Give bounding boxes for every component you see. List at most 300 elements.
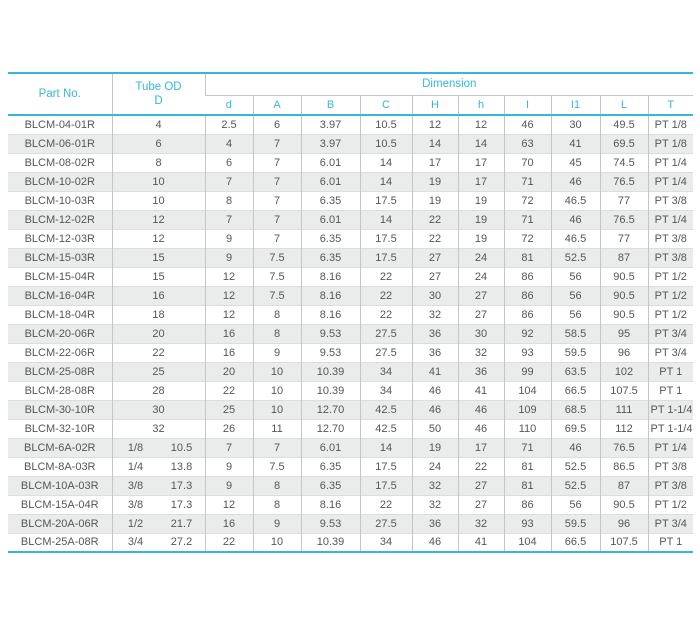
part-no-cell: BLCM-10-03R bbox=[8, 191, 112, 210]
dimension-cell: 27.5 bbox=[360, 324, 412, 343]
dimension-cell: 22 bbox=[205, 381, 253, 400]
tube-od-cell: 25 bbox=[112, 362, 205, 381]
dimension-cell: 36 bbox=[412, 324, 458, 343]
tube-od-value: 17.3 bbox=[170, 479, 193, 492]
dimension-cell: 86 bbox=[504, 495, 551, 514]
dimension-cell: 87 bbox=[600, 476, 648, 495]
dimension-cell: 17.5 bbox=[360, 457, 412, 476]
dimension-cell: 76.5 bbox=[600, 172, 648, 191]
dimension-cell: 32 bbox=[458, 343, 504, 362]
dimension-cell: 6.01 bbox=[301, 210, 360, 229]
dimension-cell: 7 bbox=[253, 191, 301, 210]
dimension-cell: 46 bbox=[551, 172, 600, 191]
dimension-cell: 22 bbox=[205, 533, 253, 552]
dimension-cell: 12 bbox=[205, 286, 253, 305]
dimension-cell: 10.5 bbox=[360, 115, 412, 134]
tube-od-cell: 22 bbox=[112, 343, 205, 362]
dimension-cell: 17 bbox=[458, 438, 504, 457]
dimension-cell: 96 bbox=[600, 514, 648, 533]
dimension-cell: 14 bbox=[360, 210, 412, 229]
dimension-cell: 20 bbox=[205, 362, 253, 381]
tube-od-cell: 8 bbox=[112, 153, 205, 172]
part-no-cell: BLCM-25-08R bbox=[8, 362, 112, 381]
dimension-cell: 10 bbox=[253, 533, 301, 552]
col-header-I1: I1 bbox=[551, 95, 600, 115]
dimension-cell: 27 bbox=[458, 286, 504, 305]
dimension-cell: PT 1/8 bbox=[648, 134, 693, 153]
dimension-cell: 14 bbox=[458, 134, 504, 153]
dimension-cell: 90.5 bbox=[600, 286, 648, 305]
dimension-cell: 69.5 bbox=[551, 419, 600, 438]
dimension-cell: 12 bbox=[205, 495, 253, 514]
table-row bbox=[8, 400, 693, 419]
dimension-cell: 8 bbox=[205, 191, 253, 210]
dimension-cell: 46.5 bbox=[551, 191, 600, 210]
dimension-cell: 6 bbox=[253, 115, 301, 134]
tube-od-cell: 10 bbox=[112, 172, 205, 191]
table-row bbox=[8, 267, 693, 286]
dimension-cell: 58.5 bbox=[551, 324, 600, 343]
dimension-cell: 17.5 bbox=[360, 476, 412, 495]
dimension-cell: 56 bbox=[551, 267, 600, 286]
dimension-cell: 107.5 bbox=[600, 381, 648, 400]
part-no-cell: BLCM-12-02R bbox=[8, 210, 112, 229]
dimension-cell: 9.53 bbox=[301, 514, 360, 533]
dimension-cell: 68.5 bbox=[551, 400, 600, 419]
tube-od-cell bbox=[112, 476, 205, 495]
dimension-cell: PT 3/8 bbox=[648, 457, 693, 476]
table-row bbox=[8, 533, 693, 552]
col-header-T: T bbox=[648, 95, 693, 115]
dimension-cell: 8 bbox=[253, 305, 301, 324]
dimension-cell: 34 bbox=[360, 381, 412, 400]
dimension-cell: PT 1/2 bbox=[648, 286, 693, 305]
dimension-cell: 36 bbox=[412, 343, 458, 362]
dimension-cell: 32 bbox=[412, 476, 458, 495]
dimension-cell: 12 bbox=[412, 115, 458, 134]
dimension-cell: 8.16 bbox=[301, 495, 360, 514]
dimension-cell: 12 bbox=[205, 267, 253, 286]
dimension-cell: 7 bbox=[205, 438, 253, 457]
part-no-cell: BLCM-25A-08R bbox=[8, 533, 112, 552]
dimension-cell: 95 bbox=[600, 324, 648, 343]
dimension-cell: 34 bbox=[360, 362, 412, 381]
col-header-A: A bbox=[253, 95, 301, 115]
dimension-cell: 12 bbox=[205, 305, 253, 324]
dimension-cell: 6 bbox=[205, 153, 253, 172]
dimension-cell: 22 bbox=[360, 495, 412, 514]
table-row bbox=[8, 419, 693, 438]
dimension-cell: PT 1/4 bbox=[648, 172, 693, 191]
dimension-cell: 27 bbox=[458, 495, 504, 514]
dimension-cell: 46 bbox=[412, 381, 458, 400]
dimension-cell: PT 1-1/4 bbox=[648, 419, 693, 438]
table-row bbox=[8, 134, 693, 153]
dimension-cell: 74.5 bbox=[600, 153, 648, 172]
tube-od-cell: 18 bbox=[112, 305, 205, 324]
dimension-cell: 27 bbox=[458, 476, 504, 495]
dimension-cell: 6.35 bbox=[301, 248, 360, 267]
dimension-cell: PT 1/4 bbox=[648, 438, 693, 457]
dimension-cell: 66.5 bbox=[551, 533, 600, 552]
dimension-cell: 99 bbox=[504, 362, 551, 381]
dimension-cell: 17 bbox=[412, 153, 458, 172]
col-header-H: H bbox=[412, 95, 458, 115]
table-row bbox=[8, 153, 693, 172]
dimension-cell: 27.5 bbox=[360, 343, 412, 362]
dimension-cell: 56 bbox=[551, 286, 600, 305]
dimension-cell: 12.70 bbox=[301, 400, 360, 419]
table-row bbox=[8, 286, 693, 305]
dimension-cell: 90.5 bbox=[600, 267, 648, 286]
dimension-cell: 10.39 bbox=[301, 381, 360, 400]
dimension-cell: 27 bbox=[412, 248, 458, 267]
col-header-I: I bbox=[504, 95, 551, 115]
dimension-cell: PT 1-1/4 bbox=[648, 400, 693, 419]
dimension-cell: 72 bbox=[504, 229, 551, 248]
dimension-cell: 49.5 bbox=[600, 115, 648, 134]
col-header-C: C bbox=[360, 95, 412, 115]
dimension-cell: 90.5 bbox=[600, 305, 648, 324]
dimension-cell: 46 bbox=[458, 419, 504, 438]
dimension-cell: 9.53 bbox=[301, 324, 360, 343]
dimension-cell: 7 bbox=[253, 172, 301, 191]
dimension-cell: 8 bbox=[253, 476, 301, 495]
dimension-cell: PT 3/8 bbox=[648, 229, 693, 248]
dimension-cell: 7.5 bbox=[253, 286, 301, 305]
dimension-cell: 30 bbox=[458, 324, 504, 343]
dimension-cell: 16 bbox=[205, 514, 253, 533]
dimension-cell: 30 bbox=[551, 115, 600, 134]
dimension-cell: 4 bbox=[205, 134, 253, 153]
tube-od-value: 21.7 bbox=[170, 517, 193, 530]
tube-od-cell: 15 bbox=[112, 248, 205, 267]
dimension-cell: 71 bbox=[504, 438, 551, 457]
dimension-cell: 41 bbox=[551, 134, 600, 153]
table-row bbox=[8, 191, 693, 210]
dimension-cell: 9 bbox=[205, 457, 253, 476]
table-row bbox=[8, 115, 693, 134]
tube-od-cell: 16 bbox=[112, 286, 205, 305]
dimension-cell: 7 bbox=[253, 210, 301, 229]
dimension-cell: 93 bbox=[504, 343, 551, 362]
dimension-cell: 11 bbox=[253, 419, 301, 438]
dimension-cell: 10.39 bbox=[301, 533, 360, 552]
dimension-cell: 14 bbox=[360, 172, 412, 191]
dimension-spec-table bbox=[8, 72, 693, 553]
tube-od-cell: 15 bbox=[112, 267, 205, 286]
dimension-cell: 36 bbox=[412, 514, 458, 533]
dimension-cell: 107.5 bbox=[600, 533, 648, 552]
dimension-cell: 2.5 bbox=[205, 115, 253, 134]
tube-od-cell: 30 bbox=[112, 400, 205, 419]
dimension-cell: 14 bbox=[360, 438, 412, 457]
part-no-cell: BLCM-10A-03R bbox=[8, 476, 112, 495]
dimension-cell: 81 bbox=[504, 476, 551, 495]
dimension-cell: 110 bbox=[504, 419, 551, 438]
dimension-cell: 12 bbox=[458, 115, 504, 134]
dimension-cell: 71 bbox=[504, 210, 551, 229]
table-row bbox=[8, 229, 693, 248]
dimension-cell: 7 bbox=[253, 153, 301, 172]
tube-od-cell: 32 bbox=[112, 419, 205, 438]
dimension-cell: 22 bbox=[360, 286, 412, 305]
tube-od-value: 13.8 bbox=[170, 460, 193, 473]
col-header-tube-od bbox=[112, 73, 205, 115]
part-no-cell: BLCM-18-04R bbox=[8, 305, 112, 324]
col-header-h: h bbox=[458, 95, 504, 115]
part-no-cell: BLCM-10-02R bbox=[8, 172, 112, 191]
table-row bbox=[8, 172, 693, 191]
dimension-cell: 77 bbox=[600, 191, 648, 210]
dimension-cell: 12.70 bbox=[301, 419, 360, 438]
dimension-cell: 22 bbox=[412, 210, 458, 229]
tube-od-cell: 12 bbox=[112, 229, 205, 248]
dimension-cell: 63 bbox=[504, 134, 551, 153]
tube-od-cell: 28 bbox=[112, 381, 205, 400]
table-row bbox=[8, 362, 693, 381]
dimension-cell: 9.53 bbox=[301, 343, 360, 362]
table-row bbox=[8, 248, 693, 267]
dimension-cell: 19 bbox=[412, 438, 458, 457]
dimension-cell: 26 bbox=[205, 419, 253, 438]
dimension-cell: PT 3/4 bbox=[648, 324, 693, 343]
dimension-cell: 9 bbox=[253, 343, 301, 362]
dimension-cell: 3.97 bbox=[301, 115, 360, 134]
dimension-cell: 9 bbox=[205, 229, 253, 248]
dimension-cell: 17.5 bbox=[360, 248, 412, 267]
part-no-cell: BLCM-04-01R bbox=[24, 118, 95, 131]
dimension-cell: 46 bbox=[551, 438, 600, 457]
part-no-cell: BLCM-32-10R bbox=[8, 419, 112, 438]
dimension-cell: PT 1/8 bbox=[648, 115, 693, 134]
dimension-cell: 22 bbox=[412, 229, 458, 248]
spec-table-container bbox=[8, 72, 693, 553]
dimension-cell: 19 bbox=[458, 210, 504, 229]
dimension-cell: 96 bbox=[600, 343, 648, 362]
dimension-cell: PT 1 bbox=[648, 533, 693, 552]
tube-od-value: 17.3 bbox=[170, 498, 193, 511]
dimension-cell: 42.5 bbox=[360, 419, 412, 438]
dimension-cell: 6.35 bbox=[301, 457, 360, 476]
table-row bbox=[8, 324, 693, 343]
dimension-cell: 6.35 bbox=[301, 476, 360, 495]
dimension-cell: 30 bbox=[412, 286, 458, 305]
dimension-cell: 52.5 bbox=[551, 457, 600, 476]
dimension-cell: 9 bbox=[253, 514, 301, 533]
dimension-cell: 6.01 bbox=[301, 438, 360, 457]
part-no-cell: BLCM-15A-04R bbox=[8, 495, 112, 514]
dimension-cell: 19 bbox=[412, 172, 458, 191]
part-no-cell: BLCM-16-04R bbox=[8, 286, 112, 305]
tube-od-cell bbox=[112, 457, 205, 476]
tube-od-cell bbox=[112, 533, 205, 552]
table-row bbox=[8, 457, 693, 476]
dimension-cell: 7.5 bbox=[253, 267, 301, 286]
dimension-cell: 66.5 bbox=[551, 381, 600, 400]
dimension-cell: 46 bbox=[458, 400, 504, 419]
part-no-cell: BLCM-08-02R bbox=[8, 153, 112, 172]
dimension-cell: 7 bbox=[205, 172, 253, 191]
dimension-cell: 92 bbox=[504, 324, 551, 343]
dimension-cell: 10.39 bbox=[301, 362, 360, 381]
tube-od-value: 1/4 bbox=[127, 460, 144, 473]
dimension-cell: 10.5 bbox=[360, 134, 412, 153]
col-header-L: L bbox=[600, 95, 648, 115]
dimension-cell: 76.5 bbox=[600, 438, 648, 457]
part-no-cell: BLCM-6A-02R bbox=[8, 438, 112, 457]
dimension-cell: PT 3/8 bbox=[648, 476, 693, 495]
dimension-cell: 19 bbox=[458, 191, 504, 210]
dimension-cell: 59.5 bbox=[551, 343, 600, 362]
tube-od-value: 3/8 bbox=[127, 498, 144, 511]
tube-od-cell: 6 bbox=[112, 134, 205, 153]
dimension-cell: 41 bbox=[458, 381, 504, 400]
dimension-cell: 52.5 bbox=[551, 248, 600, 267]
dimension-cell: 22 bbox=[458, 457, 504, 476]
dimension-cell: 8.16 bbox=[301, 267, 360, 286]
dimension-cell: 14 bbox=[412, 134, 458, 153]
part-no-cell: BLCM-28-08R bbox=[8, 381, 112, 400]
dimension-cell: 70 bbox=[504, 153, 551, 172]
dimension-cell: 46 bbox=[551, 210, 600, 229]
dimension-cell: PT 3/4 bbox=[648, 514, 693, 533]
tube-od-cell: 4 bbox=[112, 115, 205, 134]
dimension-cell: 8 bbox=[253, 324, 301, 343]
dimension-cell: 72 bbox=[504, 191, 551, 210]
dimension-cell: PT 1/4 bbox=[648, 210, 693, 229]
dimension-cell: 16 bbox=[205, 343, 253, 362]
table-row bbox=[8, 495, 693, 514]
dimension-cell: 77 bbox=[600, 229, 648, 248]
col-header-part-no: Part No. bbox=[8, 73, 112, 115]
dimension-cell: 7 bbox=[205, 210, 253, 229]
table-row bbox=[8, 381, 693, 400]
dimension-cell: 86.5 bbox=[600, 457, 648, 476]
dimension-cell: 25 bbox=[205, 400, 253, 419]
table-row bbox=[8, 438, 693, 457]
dimension-cell: 27 bbox=[412, 267, 458, 286]
tube-od-value: 27.2 bbox=[170, 536, 193, 549]
table-row bbox=[8, 305, 693, 324]
dimension-cell: 8.16 bbox=[301, 286, 360, 305]
col-header-dimension: Dimension bbox=[205, 73, 693, 95]
dimension-cell: PT 1 bbox=[648, 381, 693, 400]
part-no-cell: BLCM-20A-06R bbox=[8, 514, 112, 533]
dimension-cell: 76.5 bbox=[600, 210, 648, 229]
part-no-cell: BLCM-15-04R bbox=[8, 267, 112, 286]
dimension-cell: 104 bbox=[504, 533, 551, 552]
dimension-cell: PT 3/4 bbox=[648, 343, 693, 362]
dimension-cell: 46 bbox=[412, 533, 458, 552]
dimension-cell: 86 bbox=[504, 305, 551, 324]
dimension-cell: 69.5 bbox=[600, 134, 648, 153]
dimension-cell: 50 bbox=[412, 419, 458, 438]
dimension-cell: 17 bbox=[458, 172, 504, 191]
dimension-cell: PT 1/4 bbox=[648, 153, 693, 172]
dimension-cell: 46 bbox=[504, 115, 551, 134]
dimension-cell: 17.5 bbox=[360, 229, 412, 248]
dimension-cell: 93 bbox=[504, 514, 551, 533]
tube-od-value: 1/2 bbox=[127, 517, 144, 530]
dimension-cell: 111 bbox=[600, 400, 648, 419]
tube-od-value: 3/4 bbox=[127, 536, 144, 549]
dimension-cell: 17 bbox=[458, 153, 504, 172]
part-no-cell: BLCM-12-03R bbox=[8, 229, 112, 248]
dimension-cell: 8.16 bbox=[301, 305, 360, 324]
dimension-cell: 41 bbox=[458, 533, 504, 552]
dimension-cell: 86 bbox=[504, 267, 551, 286]
dimension-cell: 104 bbox=[504, 381, 551, 400]
dimension-cell: 81 bbox=[504, 457, 551, 476]
dimension-cell: 59.5 bbox=[551, 514, 600, 533]
part-no-cell: BLCM-06-01R bbox=[8, 134, 112, 153]
part-no-cell: BLCM-22-06R bbox=[8, 343, 112, 362]
dimension-cell: 112 bbox=[600, 419, 648, 438]
dimension-cell: 86 bbox=[504, 286, 551, 305]
dimension-cell: 17.5 bbox=[360, 191, 412, 210]
table-row bbox=[8, 476, 693, 495]
tube-od-value: 3/8 bbox=[127, 479, 144, 492]
dimension-cell: PT 1 bbox=[648, 362, 693, 381]
dimension-cell: 10 bbox=[253, 362, 301, 381]
dimension-cell: 109 bbox=[504, 400, 551, 419]
dimension-cell: 71 bbox=[504, 172, 551, 191]
part-no-cell: BLCM-8A-03R bbox=[8, 457, 112, 476]
dimension-cell: 6.01 bbox=[301, 153, 360, 172]
dimension-cell: 19 bbox=[458, 229, 504, 248]
dimension-cell: 7 bbox=[253, 134, 301, 153]
tube-od-value: 10.5 bbox=[170, 441, 193, 454]
dimension-cell: 14 bbox=[360, 153, 412, 172]
dimension-cell: 46 bbox=[412, 400, 458, 419]
dimension-cell: 6.01 bbox=[301, 172, 360, 191]
dimension-cell: 36 bbox=[458, 362, 504, 381]
tube-od-cell: 10 bbox=[112, 191, 205, 210]
tube-od-value: 1/8 bbox=[127, 441, 144, 454]
dimension-cell: 22 bbox=[360, 267, 412, 286]
dimension-cell: 46.5 bbox=[551, 229, 600, 248]
dimension-cell: 24 bbox=[458, 267, 504, 286]
table-header bbox=[8, 73, 693, 115]
tube-od-symbol: D bbox=[154, 95, 163, 107]
dimension-cell: 90.5 bbox=[600, 495, 648, 514]
dimension-cell: 22 bbox=[360, 305, 412, 324]
dimension-cell: 7 bbox=[253, 438, 301, 457]
dimension-cell: 3.97 bbox=[301, 134, 360, 153]
part-no-cell: BLCM-30-10R bbox=[8, 400, 112, 419]
dimension-cell: PT 1/2 bbox=[648, 305, 693, 324]
dimension-cell: 16 bbox=[205, 324, 253, 343]
dimension-cell: PT 1/2 bbox=[648, 495, 693, 514]
dimension-cell: 45 bbox=[551, 153, 600, 172]
dimension-cell: 27.5 bbox=[360, 514, 412, 533]
dimension-cell: 34 bbox=[360, 533, 412, 552]
dimension-cell: 32 bbox=[412, 495, 458, 514]
dimension-cell: 19 bbox=[412, 191, 458, 210]
dimension-cell: 7.5 bbox=[253, 457, 301, 476]
dimension-cell: 81 bbox=[504, 248, 551, 267]
dimension-cell: 63.5 bbox=[551, 362, 600, 381]
dimension-cell: 42.5 bbox=[360, 400, 412, 419]
dimension-cell: PT 3/8 bbox=[648, 248, 693, 267]
part-no-cell: BLCM-15-03R bbox=[8, 248, 112, 267]
dimension-cell: 27 bbox=[458, 305, 504, 324]
dimension-cell: 7.5 bbox=[253, 248, 301, 267]
dimension-cell: 9 bbox=[205, 248, 253, 267]
part-no-cell: BLCM-20-06R bbox=[8, 324, 112, 343]
dimension-cell: PT 1/2 bbox=[648, 267, 693, 286]
